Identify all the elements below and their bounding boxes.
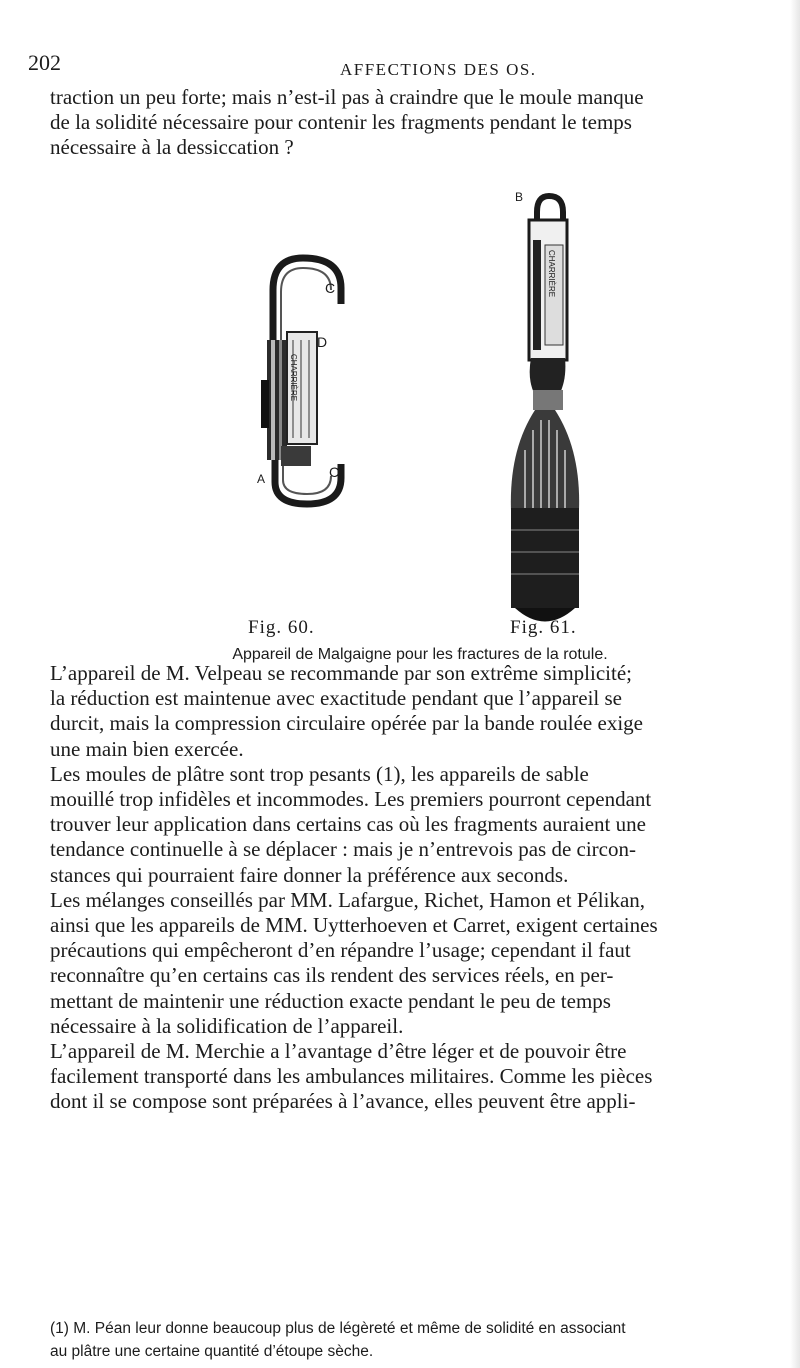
text-line: facilement transporté dans les ambulances militaires. Comme les pièces — [50, 1064, 653, 1089]
text-line: Les mélanges conseillés par MM. Lafargue, Richet, Hamon et Pélikan, — [50, 887, 646, 912]
text-line: L’appareil de M. Merchie a l’avantage d’être léger et de pouvoir être — [50, 1039, 627, 1064]
figure-letter: B — [515, 190, 525, 204]
maker-stamp: CHARRIÈRE — [289, 354, 298, 402]
text-line: reconnaître qu’en certains cas ils rendent des services réels, en per- — [50, 963, 614, 988]
footnote-line: au plâtre une certaine quantité d’étoupe sèche. — [50, 1343, 374, 1360]
text-line: durcit, mais la compression circulaire opérée par la bande roulée exige — [50, 711, 643, 736]
text-line: L’appareil de M. Velpeau se recommande par son extrême simplicité; — [50, 661, 632, 685]
padded-apparatus-drawing — [505, 190, 585, 635]
figure-61-label: Fig. 61. — [510, 617, 577, 638]
figure-60-label: Fig. 60. — [248, 617, 315, 638]
footnote-line: (1) M. Péan leur donne beaucoup plus de légèreté et même de solidité en associant — [50, 1320, 626, 1337]
page-number: 202 — [28, 50, 61, 75]
intro-line: traction un peu forte; mais n’est-il pas à craindre que le moule manque — [50, 85, 644, 109]
page-edge-shadow — [790, 0, 800, 1368]
intro-line: de la solidité nécessaire pour contenir les fragments pendant le temps — [50, 110, 632, 134]
intro-paragraph — [50, 85, 770, 160]
figure-letter: C — [325, 280, 337, 296]
text-line: ainsi que les appareils de MM. Uytterhoeven et Carret, exigent certaines — [50, 913, 658, 938]
text-line: trouver leur application dans certains cas où les fragments auraient une — [50, 812, 646, 837]
running-head: AFFECTIONS DES OS. — [340, 60, 537, 79]
text-line: mettant de maintenir une réduction exacte pendant le peu de temps — [50, 988, 611, 1013]
figure-caption: Appareil de Malgaigne pour les fractures de la rotule. — [232, 646, 608, 663]
figure-letter: D — [317, 334, 329, 350]
intro-line: nécessaire à la dessiccation ? — [50, 135, 294, 159]
text-line: stances qui pourraient faire donner la préférence aux seconds. — [50, 862, 569, 887]
maker-stamp: CHARRIÈRE — [547, 250, 556, 298]
figure-letter: A — [257, 472, 267, 486]
splint-apparatus-drawing — [245, 250, 365, 510]
text-line: dont il se compose sont préparées à l’avance, elles peuvent être appli- — [50, 1089, 636, 1114]
figure-60-illustration — [245, 250, 365, 510]
text-line: nécessaire à la solidification de l’appareil. — [50, 1013, 404, 1038]
footnote — [50, 1317, 770, 1363]
figure-61-illustration — [505, 190, 585, 635]
text-line: précautions qui empêcheront d’en répandre l’usage; cependant il faut — [50, 938, 631, 963]
text-line: mouillé trop infidèles et incommodes. Les premiers pourront cependant — [50, 787, 652, 812]
text-line: tendance continuelle à se déplacer : mais je n’entrevois pas de circon- — [50, 837, 636, 862]
text-line: la réduction est maintenue avec exactitude pendant que l’appareil se — [50, 686, 622, 711]
text-line: une main bien exercée. — [50, 736, 244, 761]
figure-letter: C — [329, 464, 341, 480]
main-text — [50, 661, 770, 1115]
text-line: Les moules de plâtre sont trop pesants (1), les appareils de sable — [50, 761, 589, 786]
